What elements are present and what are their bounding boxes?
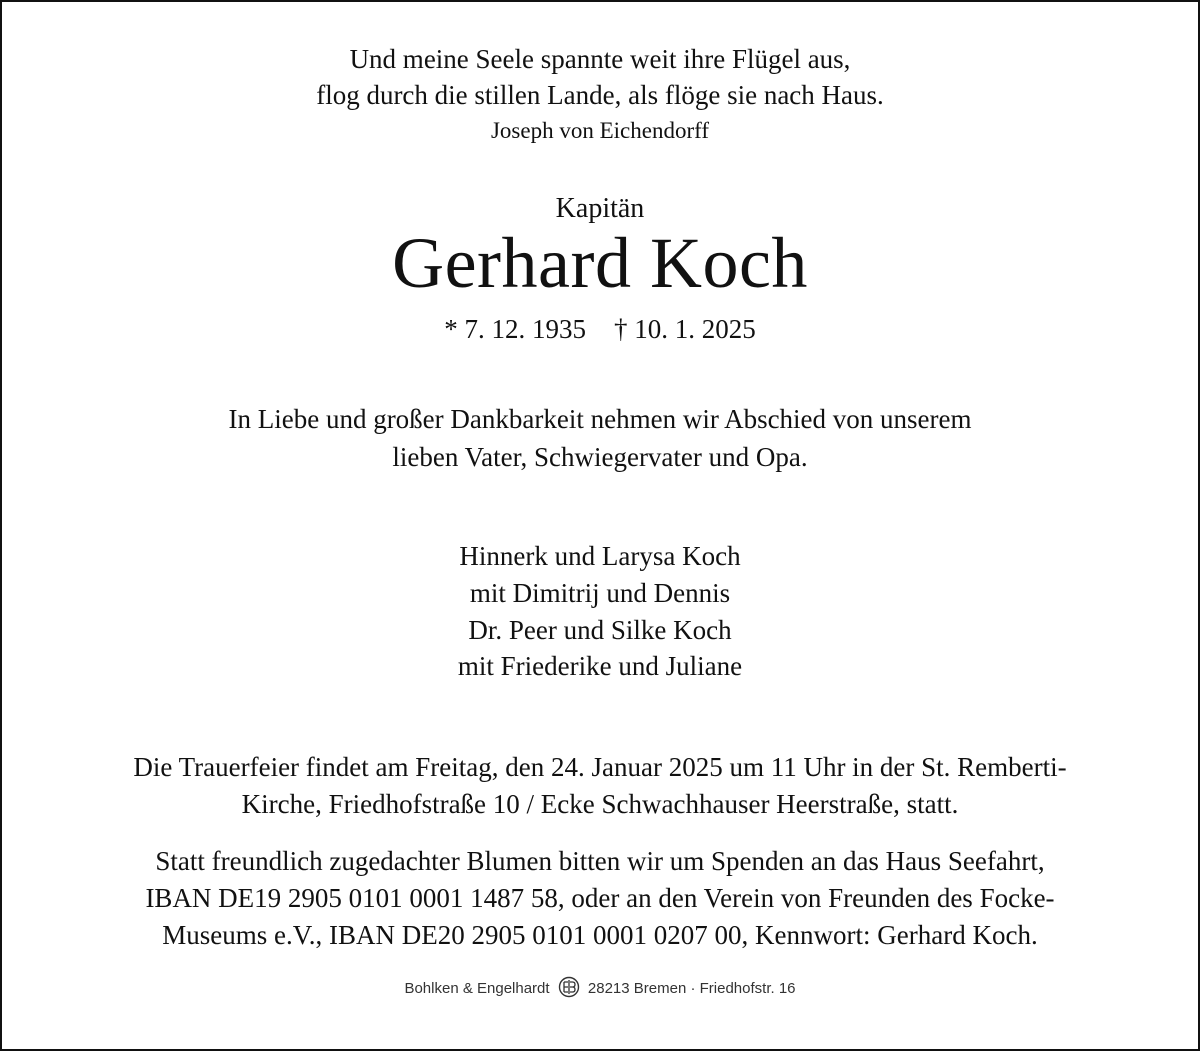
deceased-title: Kapitän xyxy=(555,193,645,224)
undertaker-footer xyxy=(0,978,1200,1000)
donation-line-3: Museums e.V., IBAN DE20 2905 0101 0001 0207 00, Kennwort: Gerhard Koch. xyxy=(162,920,1038,950)
farewell-line-2: lieben Vater, Schwiegervater und Opa. xyxy=(392,442,808,472)
donation-line-1: Statt freundlich zugedachter Blumen bitten wir um Spenden an das Haus Seefahrt, xyxy=(155,846,1045,876)
funeral-line-2: Kirche, Friedhofstraße 10 / Ecke Schwachhauser Heerstraße, statt. xyxy=(241,789,959,819)
donation-line-2: IBAN DE19 2905 0101 0001 1487 58, oder an den Verein von Freunden des Focke- xyxy=(145,883,1055,913)
life-dates xyxy=(0,314,1200,345)
quote-line-1: Und meine Seele spannte weit ihre Flügel aus, xyxy=(349,44,851,74)
death-date: † 10. 1. 2025 xyxy=(614,314,756,344)
quote-line-2: flog durch die stillen Lande, als flöge sie nach Haus. xyxy=(316,80,884,110)
undertaker-name: Bohlken & Engelhardt xyxy=(404,979,550,997)
family-line: mit Friederike und Juliane xyxy=(457,651,743,681)
birth-date: * 7. 12. 1935 xyxy=(444,314,586,344)
family-line: Dr. Peer und Silke Koch xyxy=(468,615,732,645)
funeral-line-1: Die Trauerfeier findet am Freitag, den 24. Januar 2025 um 11 Uhr in der St. Remberti- xyxy=(133,752,1067,782)
undertaker-address: 28213 Bremen · Friedhofstr. 16 xyxy=(587,979,796,997)
quote-author: Joseph von Eichendorff xyxy=(490,118,710,143)
farewell-line-1: In Liebe und großer Dankbarkeit nehmen wir Abschied von unserem xyxy=(228,404,972,434)
deceased-name: Gerhard Koch xyxy=(392,223,808,303)
family-line: mit Dimitrij und Dennis xyxy=(469,578,731,608)
be-monogram-icon xyxy=(558,976,580,998)
family-line: Hinnerk und Larysa Koch xyxy=(459,541,741,571)
